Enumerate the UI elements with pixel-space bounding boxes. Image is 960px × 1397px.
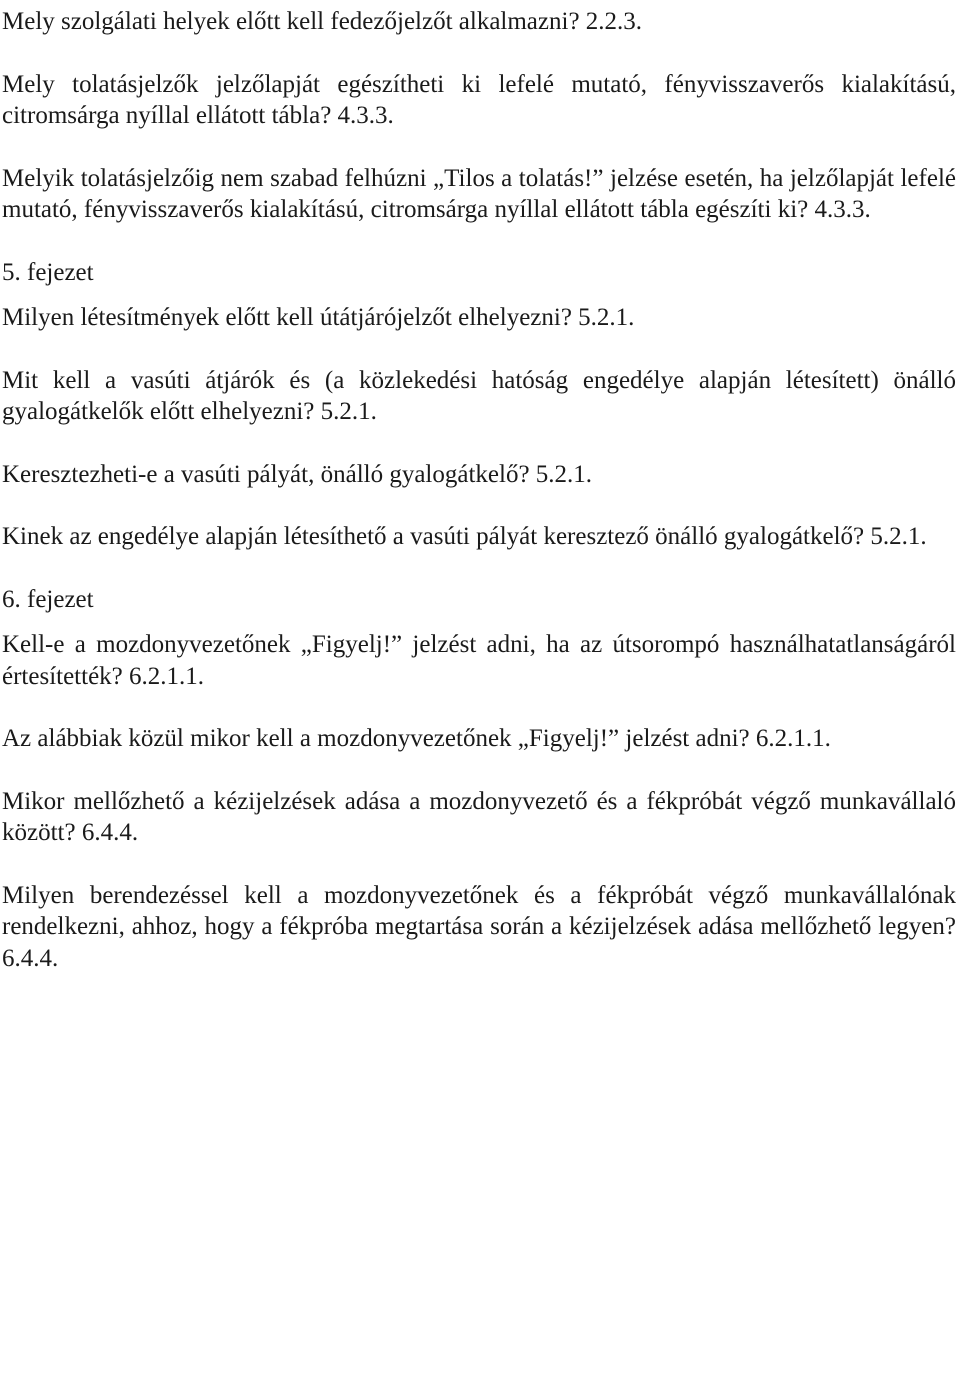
question-5: Mit kell a vasúti átjárók és (a közlekedési hatóság engedélye alapján létesített) önálló gyalogátkelők előtt elhelyezni? 5.2.1. [2, 366, 956, 425]
question-10: Mikor mellőzhető a kézijelzések adása a mozdonyvezető és a fékpróbát végző munkavállaló között? 6.4.4. [2, 787, 956, 846]
document-page [2, 0, 956, 974]
question-1: Mely szolgálati helyek előtt kell fedezőjelzőt alkalmazni? 2.2.3. [2, 8, 643, 35]
question-8: Kell-e a mozdonyvezetőnek „Figyelj!” jelzést adni, ha az útsorompó használhatatlanságáról értesítették? 6.2.1.1. [2, 631, 956, 690]
question-3: Melyik tolatásjelzőig nem szabad felhúzni „Tilos a tolatás!” jelzése esetén, ha jelzőlapját lefelé mutató, fényvisszaverős kialakítású, citromsárga nyíllal ellátott tábla egészíti ki? 4.3.3. [2, 164, 956, 223]
question-6: Keresztezheti-e a vasúti pályát, önálló gyalogátkelő? 5.2.1. [2, 460, 593, 488]
chapter-heading-5: 5. fejezet [2, 258, 94, 286]
chapter-heading-6: 6. fejezet [2, 585, 94, 613]
question-2: Mely tolatásjelzők jelzőlapját egészítheti ki lefelé mutató, fényvisszaverős kialakítású, citromsárga nyíllal ellátott tábla? 4.3.3. [2, 70, 956, 129]
question-9: Az alábbiak közül mikor kell a mozdonyvezetőnek „Figyelj!” jelzést adni? 6.2.1.1. [2, 725, 831, 752]
question-7: Kinek az engedélye alapján létesíthető a vasúti pályát keresztező önálló gyalogátkelő? 5.2.1. [2, 523, 927, 550]
question-4: Milyen létesítmények előtt kell útátjárójelzőt elhelyezni? 5.2.1. [2, 304, 635, 331]
question-11: Milyen berendezéssel kell a mozdonyvezetőnek és a fékpróbát végző munkavállalónak rendelkezni, ahhoz, hogy a fékpróba megtartása során a kézijelzések adása mellőzhető legyen? 6.4.4. [2, 881, 956, 972]
